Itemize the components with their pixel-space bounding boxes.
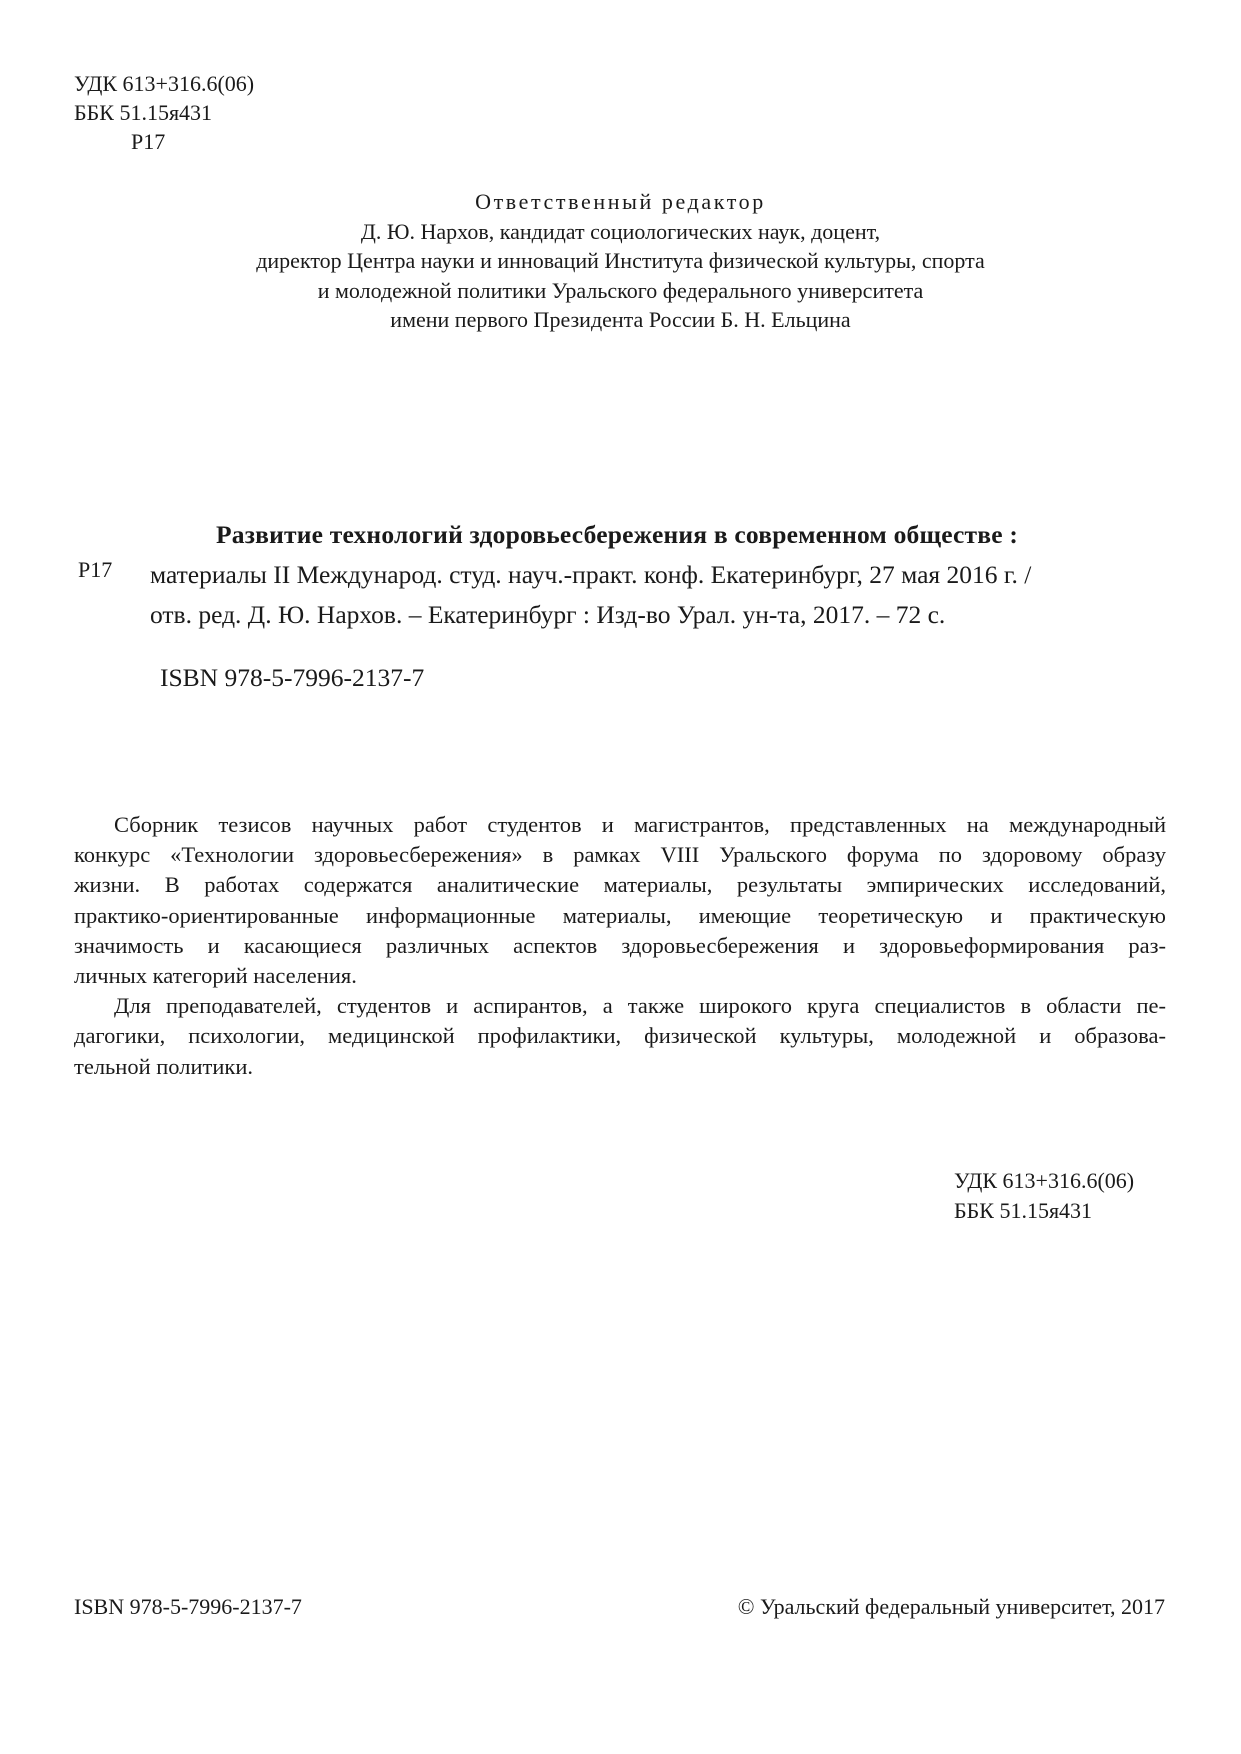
editor-line: имени первого Президента России Б. Н. Ельцина: [390, 307, 851, 333]
udk-code: УДК 613+316.6(06): [954, 1168, 1135, 1193]
author-sign: Р17: [131, 129, 166, 154]
book-title: Развитие технологий здоровьесбережения в современном обществе :: [216, 520, 1019, 549]
annotation: [74, 810, 1166, 1082]
annotation-paragraph: [74, 810, 1166, 991]
annotation-line: Для преподавателей, студентов и аспирантов, а также широкого круга специалистов в области пе-: [114, 993, 1166, 1019]
bbk-code: ББК 51.15я431: [74, 100, 213, 125]
editor-line: и молодежной политики Уральского федерального университета: [317, 277, 924, 303]
bibliographic-record: [150, 515, 1166, 635]
classification-codes-top: [74, 69, 254, 156]
annotation-line: конкурс «Технологии здоровьесбережения» в рамках VIII Уральского форума по здоровому образу: [74, 842, 1166, 868]
annotation-line: личных категорий населения.: [74, 963, 357, 989]
annotation-line: жизни. В работах содержатся аналитические материалы, результаты эмпирических исследований,: [74, 872, 1166, 898]
annotation-paragraph: [74, 991, 1166, 1082]
responsible-editor-block: [0, 187, 1241, 335]
record-line: отв. ред. Д. Ю. Нархов. – Екатеринбург : Изд-во Урал. ун-та, 2017. – 72 с.: [150, 600, 946, 629]
annotation-line: Сборник тезисов научных работ студентов и магистрантов, представленных на международный: [114, 812, 1166, 837]
bbk-code: ББК 51.15я431: [954, 1197, 1093, 1223]
udk-code: УДК 613+316.6(06): [74, 71, 255, 96]
annotation-line: значимость и касающиеся различных аспектов здоровьесбережения и здоровьеформирования раз-: [74, 932, 1166, 958]
annotation-line: практико-ориентированные информационные материалы, имеющие теоретическую и практическую: [74, 902, 1166, 928]
editor-line: директор Центра науки и инноваций Института физической культуры, спорта: [256, 248, 985, 274]
footer-isbn: ISBN 978-5-7996-2137-7: [74, 1594, 302, 1619]
editor-heading: Ответственный редактор: [475, 189, 766, 214]
copyright-notice: © Уральский федеральный университет, 2017: [737, 1594, 1165, 1619]
record-author-sign: Р17: [78, 557, 113, 582]
editor-line: Д. Ю. Нархов, кандидат социологических наук, доцент,: [360, 218, 881, 244]
classification-codes-bottom: [954, 1166, 1134, 1225]
annotation-line: дагогики, психологии, медицинской профилактики, физической культуры, молодежной и образова-: [74, 1023, 1166, 1049]
record-line: материалы II Международ. студ. науч.-практ. конф. Екатеринбург, 27 мая 2016 г. /: [150, 560, 1032, 589]
annotation-line: тельной политики.: [74, 1053, 254, 1079]
record-isbn: ISBN 978-5-7996-2137-7: [160, 663, 425, 692]
